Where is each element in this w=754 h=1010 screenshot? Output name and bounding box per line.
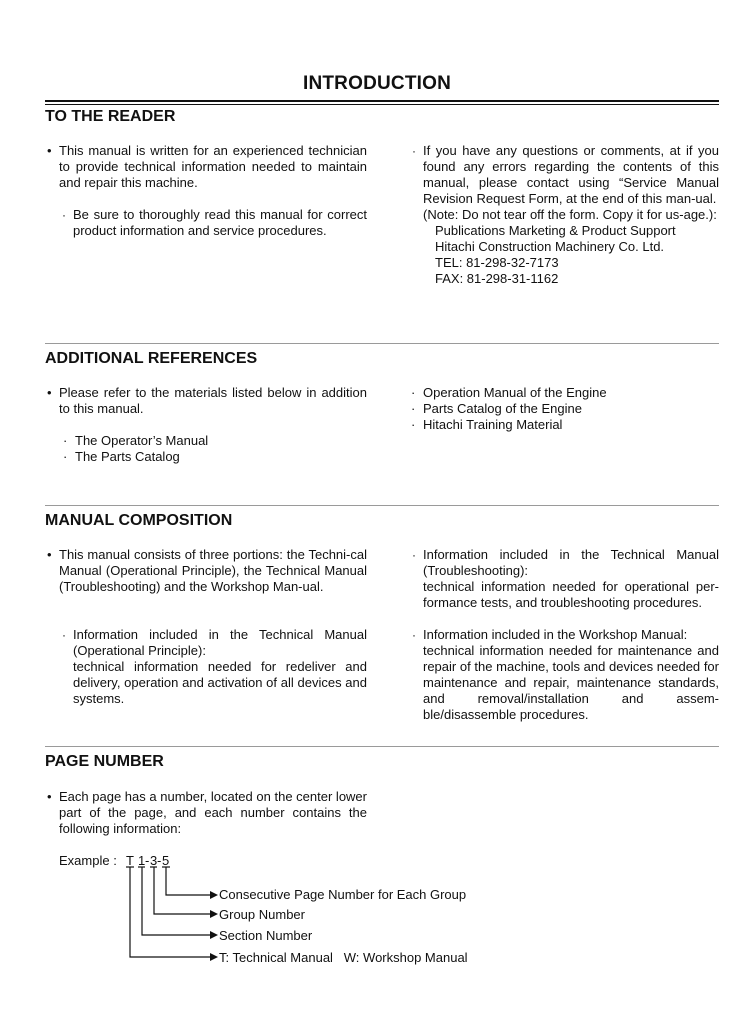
- leader-consecutive-page: [166, 867, 210, 895]
- legend-consecutive-page: Consecutive Page Number for Each Group: [219, 887, 467, 902]
- arrowhead-icon: [210, 891, 218, 899]
- legend-group-number: Group Number: [219, 907, 305, 922]
- bullet-dot: •: [47, 547, 52, 562]
- note-text: (Note: Do not tear off the form. Copy it for us-age.):: [423, 207, 717, 222]
- paragraph-text: technical information needed for redeliver and delivery, operation and activation of all devices and systems.: [73, 659, 367, 706]
- paragraph-text: If you have any questions or comments, at if you found any errors regarding the contents of this manual, please contact using “Service Manual Revision Request Form, at the end of this man-ual.: [423, 143, 719, 206]
- arrowhead-icon: [210, 910, 218, 918]
- arrowhead-icon: [210, 953, 218, 961]
- bullet-dot: •: [47, 789, 52, 804]
- list-item-text: The Parts Catalog: [75, 449, 180, 464]
- legend-section-number: Section Number: [219, 928, 313, 943]
- bullet-mid: ·: [63, 433, 68, 448]
- contact-line: FAX: 81-298-31-1162: [435, 271, 559, 286]
- list-item-text: The Operator’s Manual: [75, 433, 209, 448]
- section-heading-additional-references: ADDITIONAL REFERENCES: [45, 350, 258, 367]
- bullet-mid: ·: [63, 449, 68, 464]
- example-char: -: [145, 853, 150, 868]
- paragraph-text: Be sure to thoroughly read this manual for correct product information and service procedures.: [73, 207, 367, 238]
- section-heading-to-the-reader: TO THE READER: [45, 108, 176, 125]
- paragraph-text: Information included in the Technical Manual (Troubleshooting):: [423, 547, 719, 578]
- section-heading-manual-composition: MANUAL COMPOSITION: [45, 512, 233, 529]
- paragraph-text: Please refer to the materials listed below in addition to this manual.: [59, 385, 367, 416]
- example-char: 1: [138, 853, 146, 868]
- paragraph-text: Each page has a number, located on the center lower part of the page, and each number contains the following information:: [59, 789, 367, 836]
- bullet-mid: ·: [412, 548, 416, 562]
- page-title: INTRODUCTION: [302, 73, 452, 94]
- list-item-text: Hitachi Training Material: [423, 417, 563, 432]
- bullet-mid: ·: [412, 144, 416, 158]
- bullet-mid: ·: [411, 385, 416, 400]
- bullet-mid: ·: [62, 208, 66, 222]
- legend-manual-type: T: Technical Manual W: Workshop Manual: [219, 950, 468, 965]
- section-heading-page-number: PAGE NUMBER: [45, 753, 164, 770]
- paragraph-text: This manual consists of three portions: the Techni-cal Manual (Operational Principle), the Technical Manual (Troubleshooting) and the Workshop Man-ual.: [59, 547, 367, 594]
- contact-line: Hitachi Construction Machinery Co. Ltd.: [435, 239, 665, 254]
- example-char: T: [126, 853, 134, 868]
- bullet-dot: •: [47, 143, 52, 158]
- contact-line: TEL: 81-298-32-7173: [435, 255, 559, 270]
- list-item-text: Operation Manual of the Engine: [423, 385, 607, 400]
- example-char: -: [157, 853, 162, 868]
- arrowhead-icon: [210, 931, 218, 939]
- bullet-mid: ·: [412, 628, 416, 642]
- paragraph-text: technical information needed for maintenance and repair of the machine, tools and devices needed for maintenance and repair, maintenance standards, and removal/installation and assem-ble/disassemble procedures.: [423, 643, 719, 722]
- example-char: 3: [150, 853, 158, 868]
- contact-line: Publications Marketing & Product Support: [435, 223, 676, 238]
- paragraph-text: This manual is written for an experienced technician to provide technical information needed to maintain and repair this machine.: [59, 143, 367, 190]
- example-label: Example :: [59, 853, 117, 868]
- list-item-text: Parts Catalog of the Engine: [423, 401, 582, 416]
- leader-section-number: [142, 867, 210, 935]
- leader-group-number: [154, 867, 210, 914]
- bullet-dot: •: [47, 385, 52, 400]
- paragraph-text: Information included in the Workshop Manual:: [423, 627, 688, 642]
- paragraph-text: Information included in the Technical Manual (Operational Principle):: [73, 627, 367, 658]
- example-char: 5: [162, 853, 170, 868]
- bullet-mid: ·: [411, 401, 416, 416]
- bullet-mid: ·: [62, 628, 66, 642]
- paragraph-text: technical information needed for operational per-formance tests, and troubleshooting procedures.: [423, 579, 719, 610]
- bullet-mid: ·: [411, 417, 416, 432]
